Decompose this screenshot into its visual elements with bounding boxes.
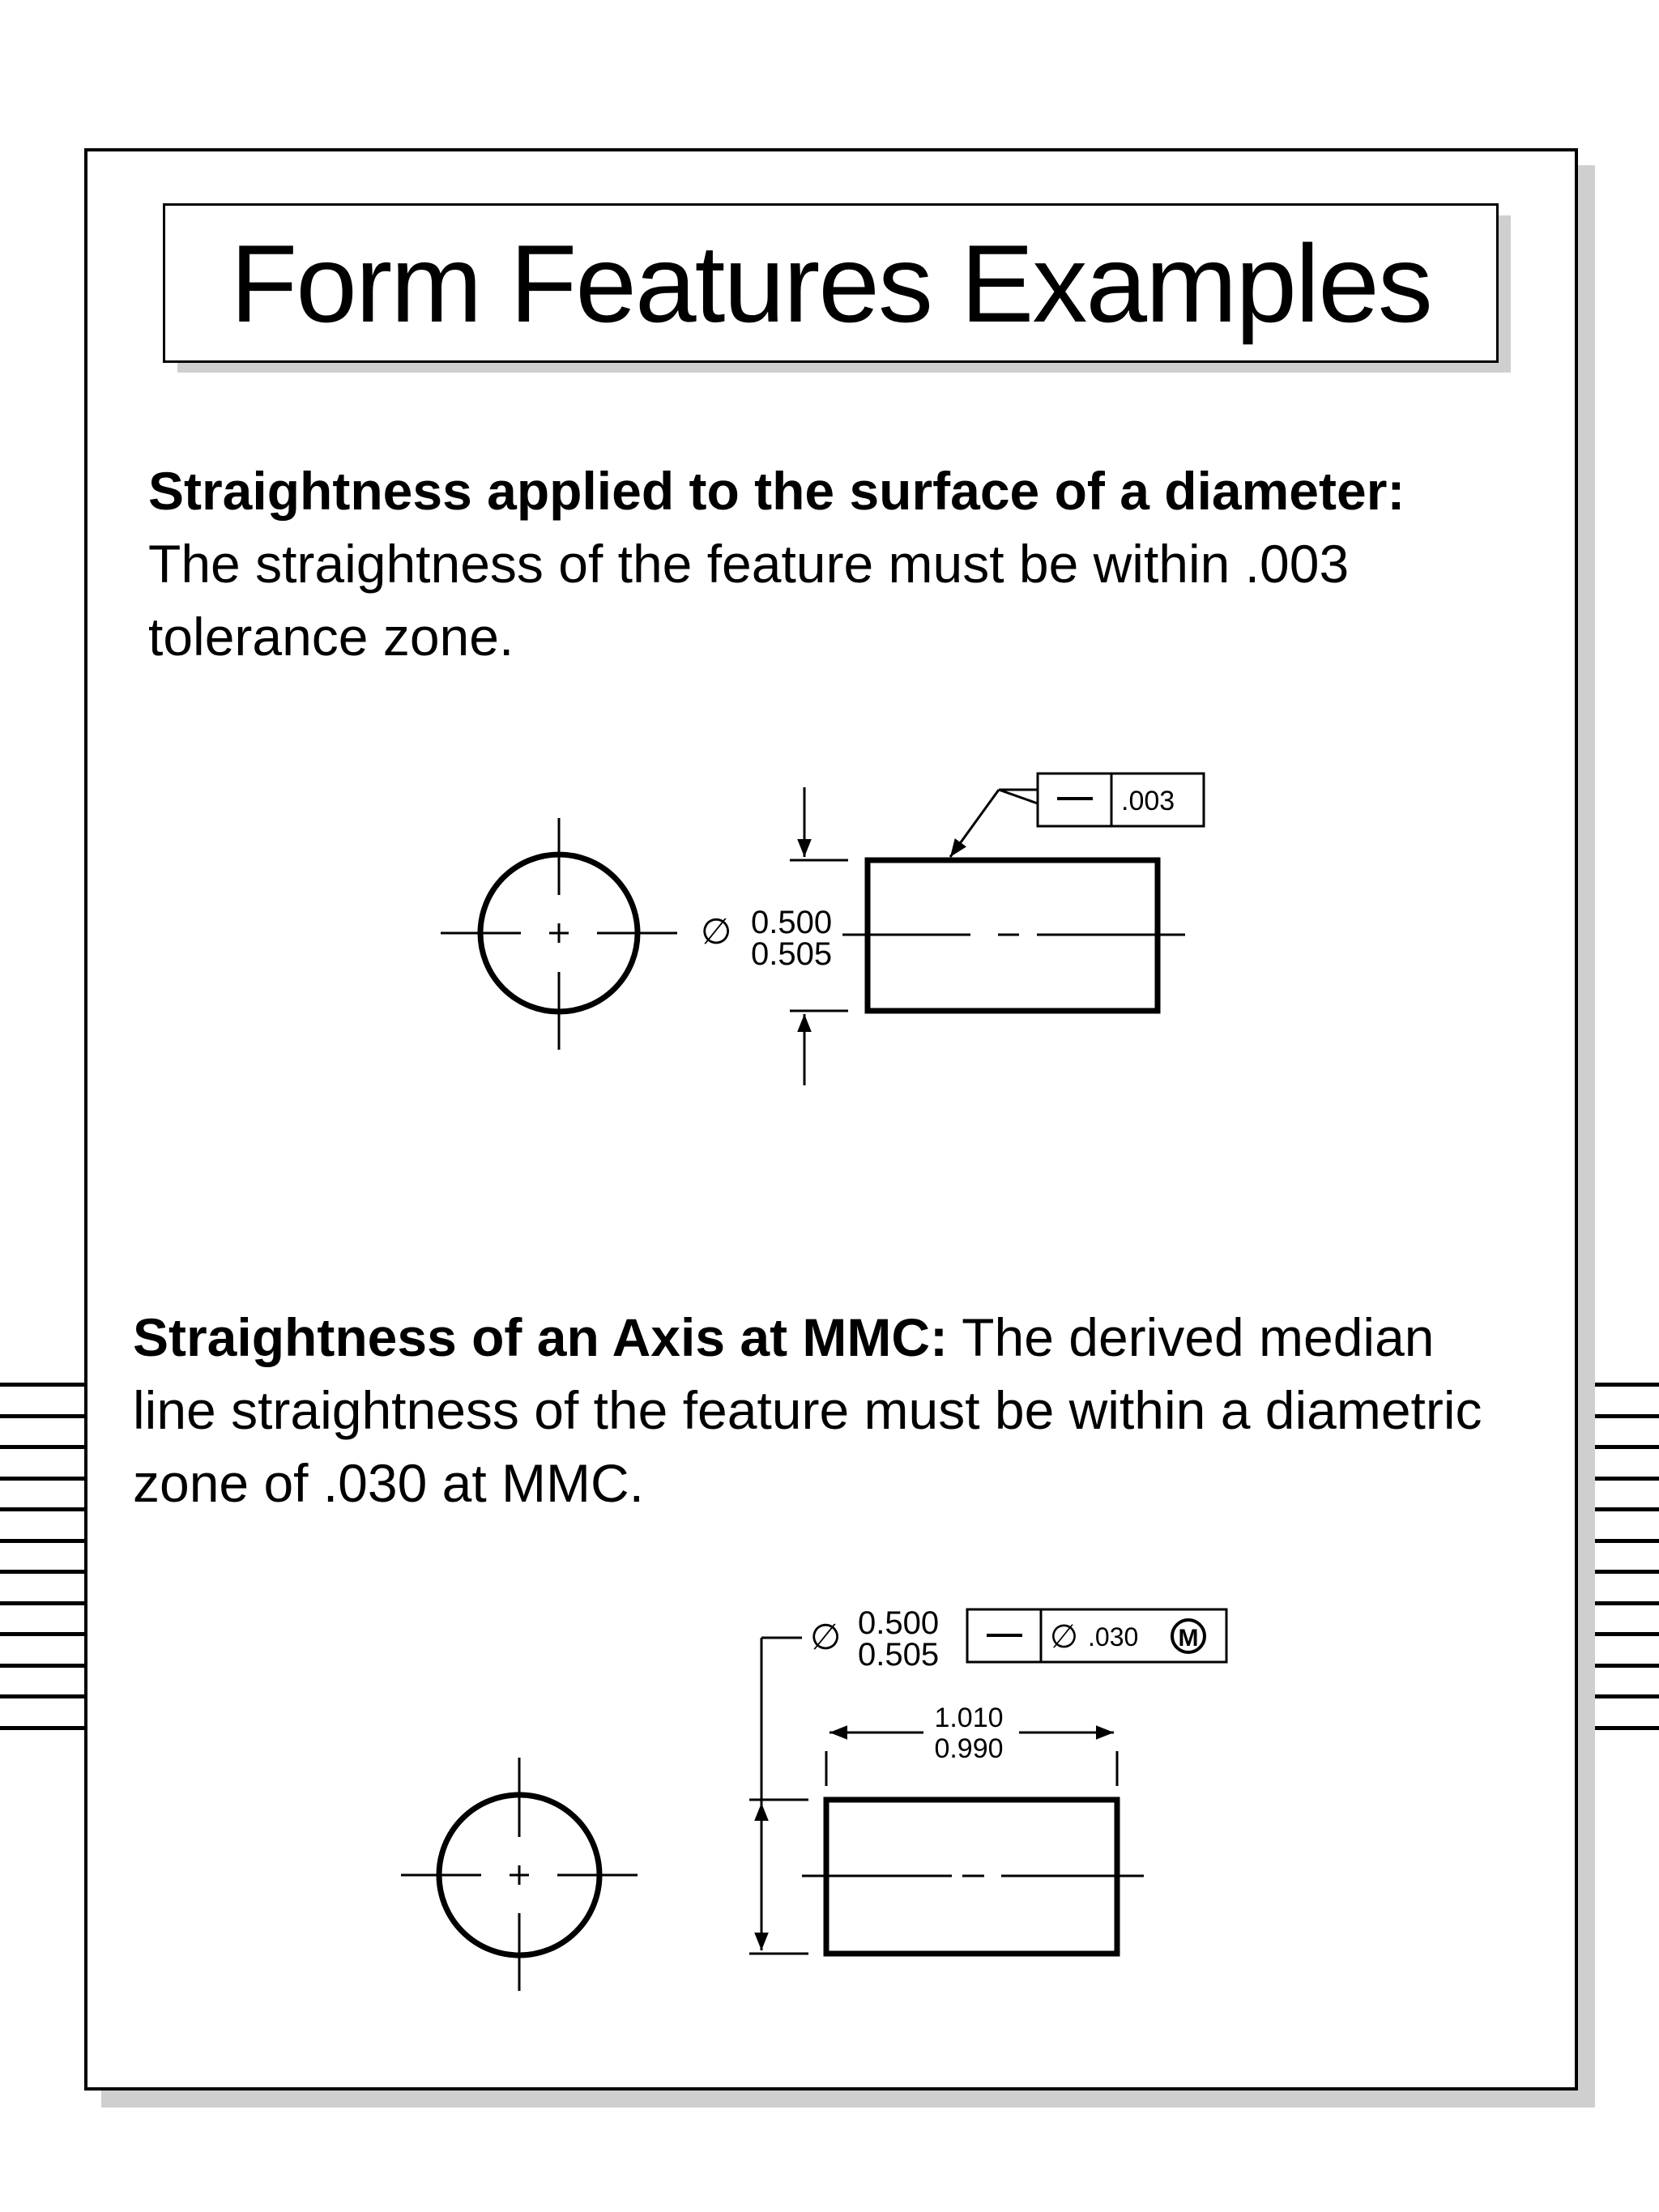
diagram2-length-upper: 1.010 bbox=[934, 1703, 1004, 1733]
diagram2-extension-lines bbox=[749, 1751, 1117, 1954]
diagram2-fcf-tolerance: .030 bbox=[1088, 1622, 1139, 1652]
diagram2-centerlines bbox=[401, 1758, 638, 1991]
diagram2-fcf-diameter-symbol: ∅ bbox=[1050, 1618, 1078, 1656]
diagram1-end-view bbox=[441, 818, 677, 1050]
diagram1-leader-arrow bbox=[950, 790, 999, 857]
diagram2-end-view bbox=[401, 1758, 638, 1991]
section2-heading: Straightness of an Axis at MMC: bbox=[133, 1307, 949, 1367]
diagram2-length-lower: 0.990 bbox=[934, 1733, 1004, 1764]
page-title: Form Features Examples bbox=[230, 221, 1431, 345]
diagram1-feature-control-frame bbox=[1038, 774, 1204, 826]
section2-text: The derived median line straightness of the feature must be within a diametric zone of .030 at MMC. bbox=[133, 1307, 1482, 1513]
diagram1-fcf-tolerance: .003 bbox=[1121, 786, 1175, 816]
section1-text: The straightness of the feature must be within .003 tolerance zone. bbox=[148, 534, 1350, 667]
diagram1-side-view bbox=[701, 774, 1204, 1085]
diagram1-dim-upper: 0.500 bbox=[751, 905, 833, 940]
diagram1-diameter-symbol: ∅ bbox=[701, 911, 732, 953]
diagram2-side-view bbox=[749, 1605, 1226, 1954]
diagram2-dim-lower: 0.505 bbox=[858, 1637, 940, 1673]
diagram2-diameter-symbol: ∅ bbox=[810, 1617, 842, 1658]
section1-heading: Straightness applied to the surface of a diameter: bbox=[148, 461, 1405, 521]
diagram2-feature-control-frame bbox=[967, 1609, 1226, 1662]
diagram1-centerlines bbox=[441, 818, 677, 1050]
diagram2-dim-upper: 0.500 bbox=[858, 1605, 940, 1641]
diagram1-dim-lower: 0.505 bbox=[751, 936, 833, 972]
diagram2-fcf-modifier: M bbox=[1178, 1625, 1199, 1652]
